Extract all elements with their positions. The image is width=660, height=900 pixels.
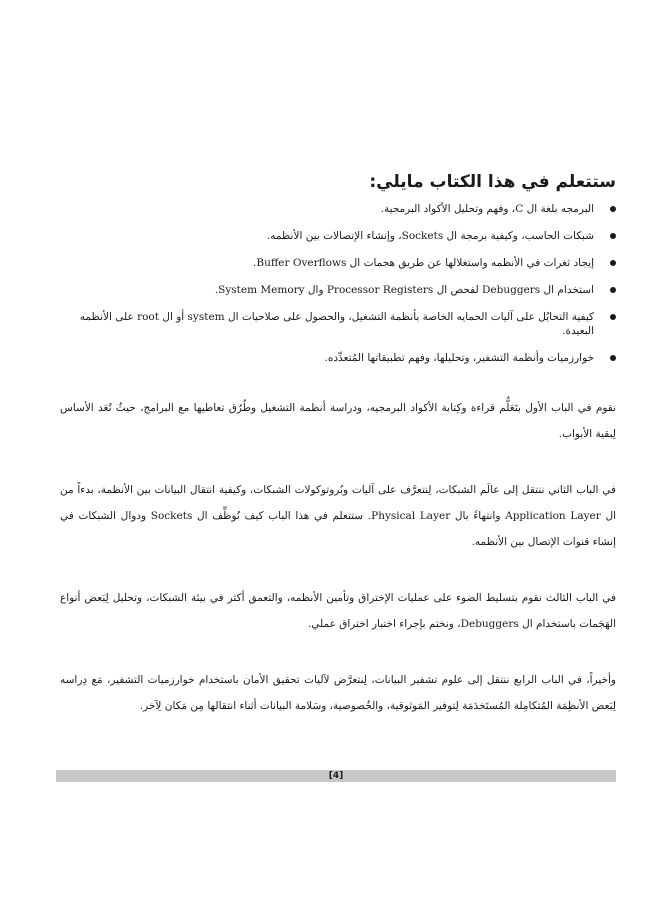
paragraph-chapter-3: في الباب الثالث نقوم بتسليط الضوء على عمليات الإختراق وتأمين الأنظمه، والتعمق أكثر في بيئة الشبكات، وتحليل لِبَعض أنواع الهَجَمات باستخدام ال Debuggers، ونختم بإجراء اختبار اختراق عملي. — [60, 592, 616, 630]
page-content — [60, 168, 616, 749]
list-item — [60, 256, 616, 270]
section-heading: ستتعلم في هذا الكتاب مايلي: — [369, 172, 616, 192]
list-item — [60, 310, 616, 338]
paragraph-chapter-1: نقوم في الباب الأول بتَعَلُّم قراءة وكِتابة الأكواد البرمجيه، ودراسة أنظمة التشغيل وطُرُق تعاطيها مع البرامج، حيثُ تُعَد الأساس لِبقية الأبواب. — [60, 402, 616, 440]
list-item — [60, 202, 616, 216]
list-item-text: كيفية التحايُل على آليات الحمايه الخاصة بأنظمة التشغيل، والحصول على صلاحيات ال system أو ال root على الأنظمه البعيدة. — [79, 311, 594, 337]
list-item — [60, 351, 616, 365]
list-item — [60, 229, 616, 243]
paragraph-chapter-2: في الباب الثاني ننتقل إلى عالَم الشبكات، لِنتعرَّف على آليات وبُروتوكولات الشبكات، وكيفية انتقال البيانات بين الأنظمة، بدءاً من ال Application Layer وانتهاءً بال Physical Layer. ستتعلم في هذا الباب كيف نُوظِّف ال Sockets ودوال الشبكات في إنشاء قنوات الإتصال بين الأنظمه. — [60, 484, 617, 548]
bullet-icon — [610, 206, 616, 212]
bullet-icon — [610, 355, 616, 361]
list-item — [60, 283, 616, 297]
topics-list — [60, 202, 616, 365]
list-item-text: استخدام ال Debuggers لفحص ال Processor Registers وال System Memory. — [214, 284, 594, 296]
list-item-text: شبكات الحاسب، وكيفية برمجة ال Sockets، وإنشاء الإتصالات بين الأنظمه. — [266, 230, 594, 242]
bullet-icon — [610, 233, 616, 239]
list-item-text: خوارزميات وأنظمة التشفير، وتحليلها، وفهم تطبيقاتها المُتعدِّده. — [324, 352, 594, 364]
list-item-text: البرمجه بلغة ال C، وفهم وتحليل الأكواد البرمجية. — [380, 203, 594, 215]
bullet-icon — [610, 260, 616, 266]
page-footer-bar — [56, 770, 616, 782]
paragraph-chapter-4: وأخيراً، في الباب الرابع ننتقل إلى علوم تشفير البيانات، لِنتعرَّض لآليات تحقيق الأمان باستخدام خوارزميات التشفير، مَع دِراسه لِبَعض الأنظِمَة المُتكامِلة المُستَخدَمَة لِتوفير المَوثوقية، والخُصوصية، وسَلامة البيانات أثناء انتقالها مِن مَكان لِآخر. — [60, 674, 616, 712]
list-item-text: إيجاد ثغرات في الأنظمه واستغلالها عن طريق هجمات ال Buffer Overflows. — [253, 257, 594, 269]
page-number: [4] — [328, 771, 344, 781]
bullet-icon — [610, 314, 616, 320]
bullet-icon — [610, 287, 616, 293]
